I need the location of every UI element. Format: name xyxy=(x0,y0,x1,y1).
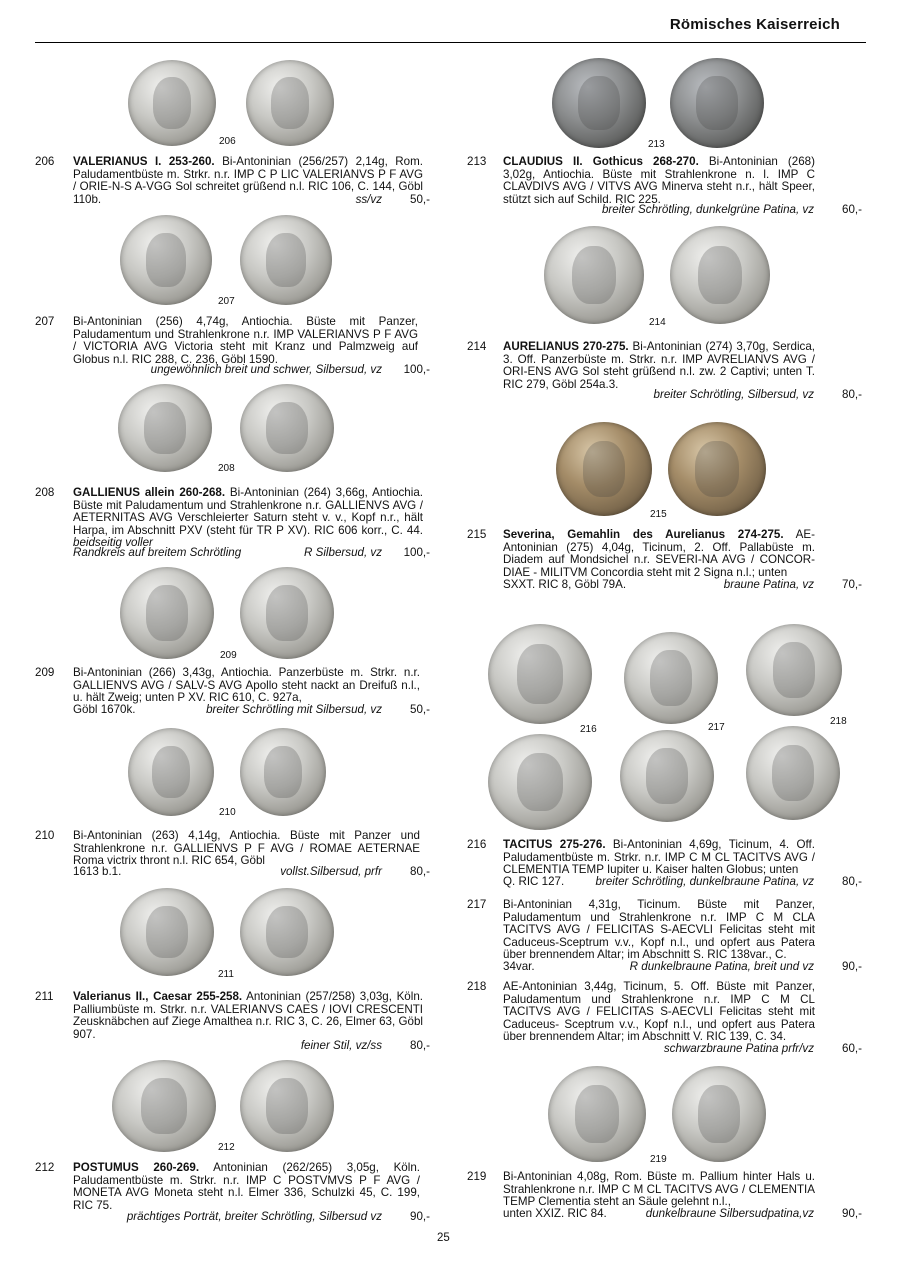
entry-description xyxy=(73,991,423,1041)
entry-condition: feiner Stil, vz/ss xyxy=(300,1039,382,1052)
entry-number: 219 xyxy=(467,1170,487,1183)
catalog-entry-211 xyxy=(35,991,430,1055)
coin-reverse-217 xyxy=(620,730,714,822)
coin-obverse-211 xyxy=(120,888,214,976)
entry-condition: vollst.Silbersud, prfr xyxy=(280,865,382,878)
entry-ruler: POSTUMUS 260-269. xyxy=(73,1161,200,1174)
figure-number-216: 216 xyxy=(580,724,597,735)
catalog-entry-215 xyxy=(467,529,862,593)
figure-number-207: 207 xyxy=(218,296,235,307)
entry-reference-tail: Göbl 1670k. xyxy=(73,703,136,716)
entry-price: 60,- xyxy=(842,1042,862,1055)
entry-body: Bi-Antoninian 4,31g, Ticinum. Büste mit Panzer, Paludamentum und Strahlenkrone n.r. IMP C M CLA TACITVS AVG / FELICITAS S-AECVLI Felicitas steht mit Caduceus-Sceptrum v.v., Kopf n.l., und opfert aus Patera über brennendem Altar; im Abschnitt S. RIC 138var., C. xyxy=(503,898,815,962)
entry-description xyxy=(503,1171,815,1209)
entry-number: 212 xyxy=(35,1161,55,1174)
entry-number: 217 xyxy=(467,898,487,911)
entry-number: 211 xyxy=(35,990,54,1003)
entry-price: 100,- xyxy=(403,546,430,559)
entry-ruler: Severina, Gemahlin des Aurelianus 274-275. xyxy=(503,528,784,541)
coin-reverse-206 xyxy=(246,60,334,146)
entry-price: 80,- xyxy=(410,865,430,878)
entry-condition: schwarzbraune Patina prfr/vz xyxy=(663,1042,814,1055)
entry-price: 90,- xyxy=(842,960,862,973)
section-title: Römisches Kaiserreich xyxy=(669,16,840,33)
entry-condition: breiter Schrötling mit Silbersud, vz xyxy=(206,703,382,716)
entry-description xyxy=(503,839,815,877)
entry-condition: breiter Schrötling, dunkelgrüne Patina, vz xyxy=(601,203,814,216)
entry-ruler: VALERIANUS I. 253-260. xyxy=(73,155,215,168)
entry-reference-tail: SXXT. RIC 8, Göbl 79A. xyxy=(503,578,627,591)
entry-price: 80,- xyxy=(410,1039,430,1052)
coin-reverse-215 xyxy=(668,422,766,516)
coin-obverse-206 xyxy=(128,60,216,146)
coin-reverse-211 xyxy=(240,888,334,976)
coin-obverse-212 xyxy=(112,1060,216,1152)
entry-condition: ss/vz xyxy=(355,193,382,206)
coin-obverse-217 xyxy=(624,632,718,724)
entry-price: 80,- xyxy=(842,388,862,401)
entry-description xyxy=(73,316,418,366)
entry-reference-tail: unten XXIZ. RIC 84. xyxy=(503,1207,607,1220)
entry-body: Bi-Antoninian (274) 3,70g, Serdica, 3. Off. Panzerbüste m. Strkr. n.r. IMP AVRELIANVS AVG / ORI-ENS AVG Sol steht grüßend n.l. zw. 2 Captivi; unten T. RIC 279, Göbl 254a.3. xyxy=(503,340,815,391)
catalog-entry-216 xyxy=(467,839,862,891)
entry-number: 209 xyxy=(35,666,55,679)
entry-number: 213 xyxy=(467,155,487,168)
entry-price: 70,- xyxy=(842,578,862,591)
figure-number-212: 212 xyxy=(218,1142,235,1153)
entry-number: 210 xyxy=(35,829,55,842)
entry-condition: ungewöhnlich breit und schwer, Silbersud, vz xyxy=(150,363,382,376)
catalog-entry-214 xyxy=(467,341,862,403)
coin-reverse-219 xyxy=(672,1066,766,1162)
figure-number-208: 208 xyxy=(218,463,235,474)
entry-description xyxy=(73,1162,420,1212)
coin-obverse-219 xyxy=(548,1066,646,1162)
entry-number: 215 xyxy=(467,528,487,541)
entry-price: 90,- xyxy=(842,1207,862,1220)
catalog-entry-210 xyxy=(35,830,430,880)
coin-reverse-210 xyxy=(240,728,326,816)
entry-number: 216 xyxy=(467,838,487,851)
catalog-entry-219 xyxy=(467,1171,862,1223)
coin-obverse-210 xyxy=(128,728,214,816)
entry-condition: breiter Schrötling, Silbersud, vz xyxy=(653,388,814,401)
figure-number-209: 209 xyxy=(220,650,237,661)
entry-number: 208 xyxy=(35,486,55,499)
entry-body: Bi-Antoninian 4,08g, Rom. Büste m. Pallium hinter Hals u. Strahlenkrone n.r. IMP C M CL TACITVS AVG / CLEMENTIA TEMP Clementia steht an Säule gelehnt n.l., xyxy=(503,1170,815,1209)
entry-price: 80,- xyxy=(842,875,862,888)
entry-description xyxy=(73,667,420,705)
entry-body: Bi-Antoninian (264) 3,66g, Antiochia. Büste mit Paludamentum und Strahlenkrone n.r. GALLIENVS AVG / AETERNITAS AVG Verschleierter Saturn steht v. v., Kopf n.r., hält Harpa, im Abschnitt PXV (steht für TR P XV). RIC 606 korr., C. 44. xyxy=(73,486,424,537)
figure-number-215: 215 xyxy=(650,509,667,520)
entry-ruler: Valerianus II., Caesar 255-258. xyxy=(73,990,243,1003)
entry-condition: prächtiges Porträt, breiter Schrötling, Silbersud vz xyxy=(126,1210,382,1223)
figure-number-206: 206 xyxy=(219,136,236,147)
entry-description xyxy=(503,156,815,206)
figure-number-213: 213 xyxy=(648,139,665,150)
catalog-entry-208 xyxy=(35,487,430,563)
catalog-entry-217 xyxy=(467,899,862,977)
entry-body: Bi-Antoninian (268) 3,02g, Antiochia. Büste mit Strahlenkrone n. l. IMP C CLAVDIVS AVG / VITVS AVG Minerva steht n.r., hält Speer, stützt sich auf Schild. RIC 225. xyxy=(503,155,815,206)
figure-number-219: 219 xyxy=(650,1154,667,1165)
entry-condition: braune Patina, vz xyxy=(723,578,814,591)
entry-body: Antoninian (262/265) 3,05g, Köln. Paludamentbüste m. Strkr. n.r. IMP C POSTVMVS P F AVG / MONETA AVG Moneta steht n.l. Elmer 336, Schulzki 45, C. 199, RIC 75. xyxy=(73,1161,420,1212)
coin-reverse-212 xyxy=(240,1060,334,1152)
entry-body: Bi-Antoninian (263) 4,14g, Antiochia. Büste mit Panzer und Strahlenkrone n.r. GALLIENVS P F AVG / ROMAE AETERNAE Roma victrix thront n.l. RIC 654, Göbl xyxy=(73,829,420,868)
coin-reverse-208 xyxy=(240,384,334,472)
coin-reverse-214 xyxy=(670,226,770,324)
entry-reference-tail: 1613 b.1. xyxy=(73,865,122,878)
coin-obverse-214 xyxy=(544,226,644,324)
coin-reverse-207 xyxy=(240,215,332,305)
entry-description xyxy=(503,341,815,391)
entry-number: 218 xyxy=(467,980,487,993)
entry-description xyxy=(73,487,423,550)
coin-obverse-216 xyxy=(488,624,592,724)
page-header xyxy=(0,0,900,44)
coin-reverse-218 xyxy=(746,726,840,820)
entry-ruler: CLAUDIUS II. Gothicus 268-270. xyxy=(503,155,699,168)
figure-number-214: 214 xyxy=(649,317,666,328)
catalog-entry-206 xyxy=(35,156,430,206)
entry-ruler: TACITUS 275-276. xyxy=(503,838,606,851)
entry-ruler: AURELIANUS 270-275. xyxy=(503,340,629,353)
coin-reverse-209 xyxy=(240,567,334,659)
coin-reverse-213 xyxy=(670,58,764,148)
entry-description xyxy=(503,529,815,579)
entry-price: 50,- xyxy=(410,193,430,206)
entry-description xyxy=(503,899,815,962)
coin-obverse-213 xyxy=(552,58,646,148)
coin-obverse-215 xyxy=(556,422,652,516)
entry-ruler: GALLIENUS allein 260-268. xyxy=(73,486,226,499)
page-number: 25 xyxy=(437,1232,450,1244)
entry-condition: dunkelbraune Silbersudpatina,vz xyxy=(645,1207,814,1220)
entry-price: 60,- xyxy=(842,203,862,216)
entry-number: 206 xyxy=(35,155,55,168)
entry-condition: R dunkelbraune Patina, breit und vz xyxy=(629,960,814,973)
entry-body: Antoninian (257/258) 3,03g, Köln. Palliumbüste m. Strkr. n.r. VALERIANVS CAES / IOVI CRESCENTI Zeusknäbchen auf Ziege Amalthea n.r. RIC 3, C. 26, Elmer 63, Göbl 907. xyxy=(73,990,423,1041)
catalog-entry-209 xyxy=(35,667,430,719)
entry-price: 100,- xyxy=(403,363,430,376)
entry-body: Bi-Antoninian 4,69g, Ticinum, 4. Off. Paludamentbüste m. Strkr. n.r. IMP C M CL TACITVS AVG / CLEMENTIA TEMP Iupiter u. Kaiser halten Globus; unten xyxy=(503,838,816,877)
entry-number: 214 xyxy=(467,340,487,353)
entry-reference-tail: Q. RIC 127. xyxy=(503,875,565,888)
figure-number-210: 210 xyxy=(219,807,236,818)
entry-price: 50,- xyxy=(410,703,430,716)
coin-reverse-216 xyxy=(488,734,592,830)
header-rule xyxy=(35,42,866,43)
coin-obverse-207 xyxy=(120,215,212,305)
coin-obverse-209 xyxy=(120,567,214,659)
entry-condition: R Silbersud, vz xyxy=(304,546,382,559)
entry-remark-line: Randkreis auf breitem Schrötling xyxy=(73,546,242,559)
coin-obverse-218 xyxy=(746,624,842,716)
figure-number-211: 211 xyxy=(218,969,234,980)
entry-condition: breiter Schrötling, dunkelbraune Patina, vz xyxy=(595,875,814,888)
catalog-entry-213 xyxy=(467,156,862,218)
figure-number-217: 217 xyxy=(708,722,725,733)
entry-remark: beidseitig voller xyxy=(73,536,153,550)
entry-description xyxy=(73,830,420,868)
catalog-entry-207 xyxy=(35,316,430,378)
figure-number-218: 218 xyxy=(830,716,847,727)
entry-body: AE-Antoninian (275) 4,04g, Ticinum, 2. Off. Pallabüste m. Diadem auf Mondsichel n.r. SEVERI-NA AVG / CONCOR-DIAE - MILITVM Concordia steht mit 2 Signa n.l.; unten xyxy=(503,528,815,579)
catalog-entry-218 xyxy=(467,981,862,1061)
entry-number: 207 xyxy=(35,315,55,328)
entry-price: 90,- xyxy=(410,1210,430,1223)
entry-body: Bi-Antoninian (266) 3,43g, Antiochia. Panzerbüste m. Strkr. n.r. GALLIENVS AVG / SALV-S AVG Apollo steht nackt an Dreifuß n.l., u. hält Zweig; unten P XV. RIC 610, C. 927a, xyxy=(73,666,420,705)
entry-description xyxy=(503,981,815,1044)
entry-body: AE-Antoninian 3,44g, Ticinum, 5. Off. Büste mit Panzer, Paludamentum und Strahlenkrone n.r. IMP C M CL TACITVS AVG / FELICITAS S-AECVLI Felicitas steht mit Caduceus- Sceptrum v.v., Kopf n.l., und opfert aus Patera über brennendem Altar; im Abschnitt V. RIC 139, C. 34. xyxy=(503,980,815,1044)
entry-body: Bi-Antoninian (256) 4,74g, Antiochia. Büste mit Panzer, Paludamentum und Strahlenkrone n.r. IMP VALERIANVS P F AVG / VICTORIA AVG Victoria steht mit Kranz und Palmzweig auf Globus n.l. RIC 288, C. 236, Göbl 1590. xyxy=(73,315,418,366)
catalog-entry-212 xyxy=(35,1162,430,1226)
coin-obverse-208 xyxy=(118,384,212,472)
entry-reference-tail: 34var. xyxy=(503,960,535,973)
entry-body: Bi-Antoninian (256/257) 2,14g, Rom. Paludamentbüste m. Strkr. n.r. IMP C P LIC VALERIANVS P F AVG / ORIE-N-S A-VGG Sol schreitet grüßend n.l. RIC 106, C. 144, Göbl 110b. xyxy=(73,155,423,206)
